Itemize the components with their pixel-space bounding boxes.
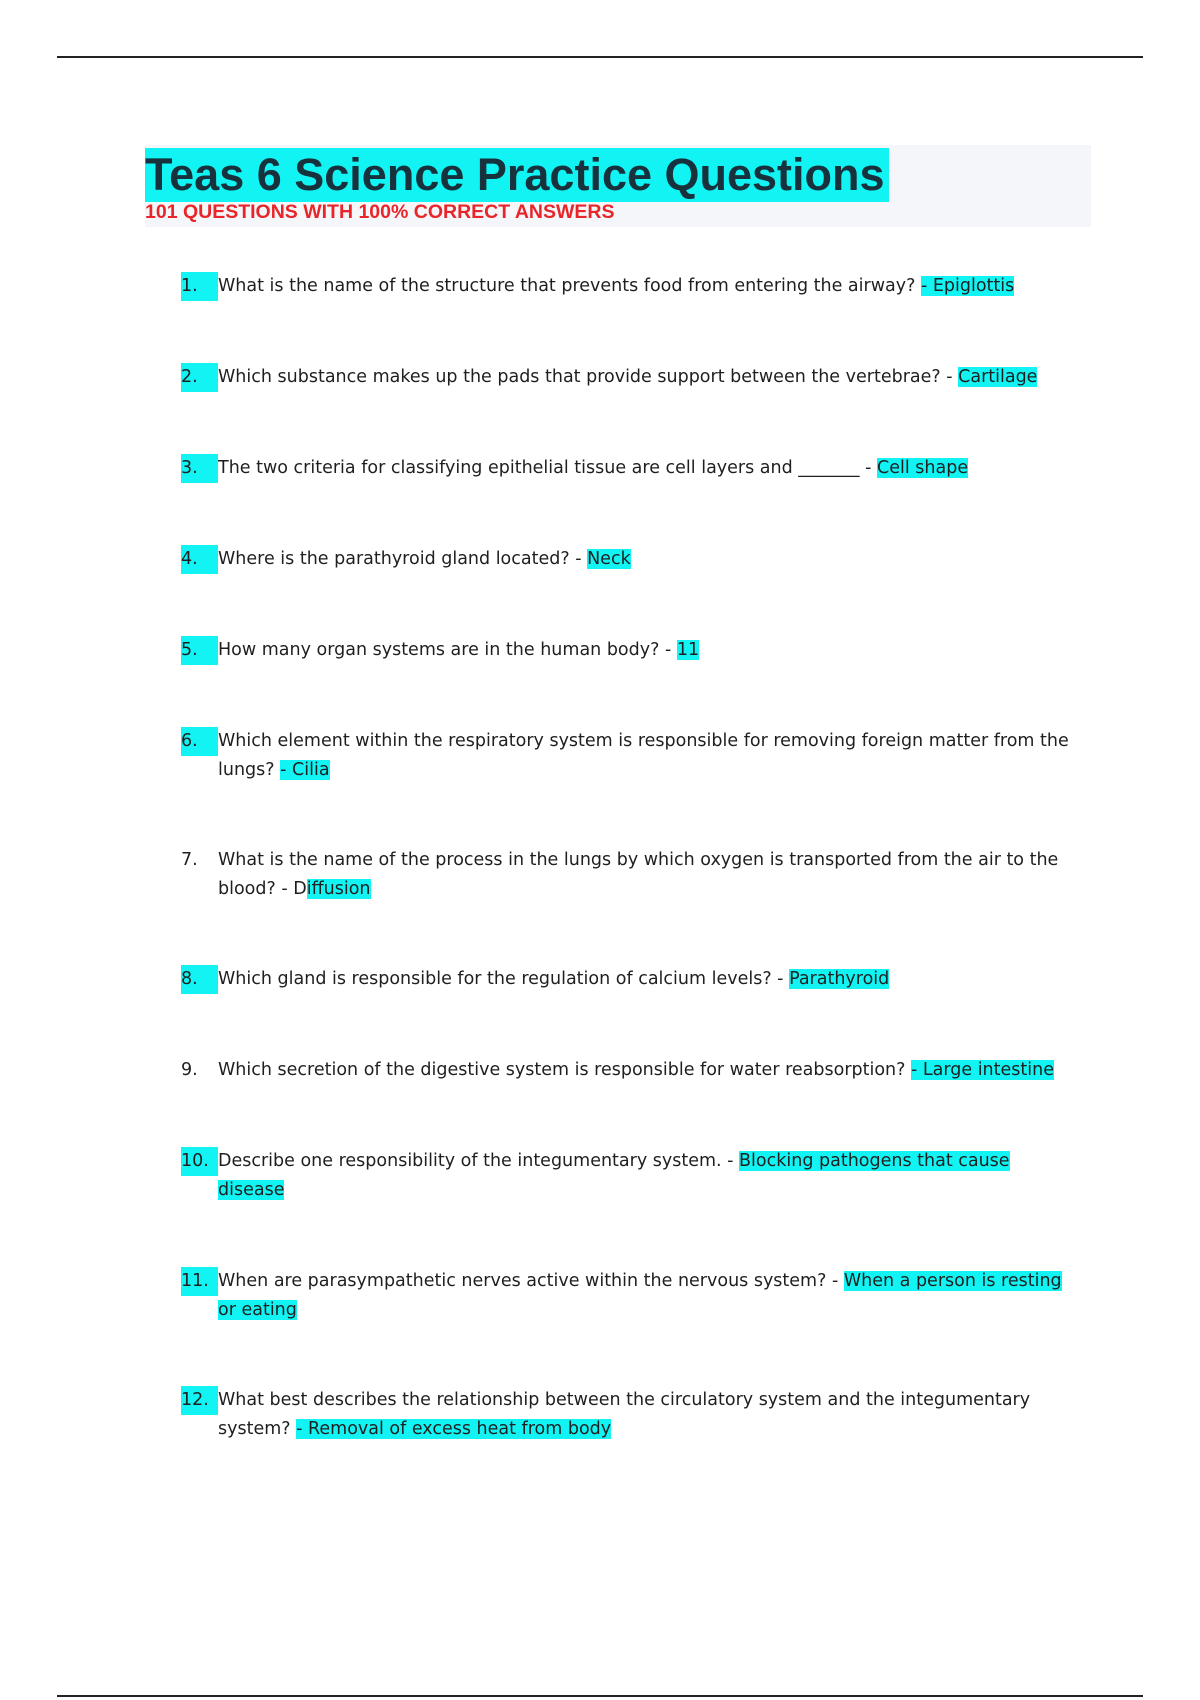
question-body (218, 1386, 1081, 1444)
question-number: 10. (181, 1147, 218, 1176)
question-item (181, 363, 1081, 392)
question-item (181, 1147, 1081, 1205)
answer-text: - Epiglottis (920, 276, 1015, 296)
question-item (181, 1267, 1081, 1325)
question-text: Which gland is responsible for the regulation of calcium levels? (218, 969, 772, 989)
answer-text: 11 (676, 640, 700, 660)
question-text: Describe one responsibility of the integumentary system. (218, 1151, 722, 1171)
answer-separator: - (859, 458, 877, 478)
answer-text: Blocking pathogens that cause disease (218, 1151, 1010, 1200)
answer-text: Neck (587, 549, 631, 569)
answer-text: Cell shape (877, 458, 969, 478)
question-number: 12. (181, 1386, 218, 1415)
question-text: How many organ systems are in the human body? (218, 640, 660, 660)
document-title: Teas 6 Science Practice Questions (145, 148, 889, 202)
question-text: When are parasympathetic nerves active within the nervous system? (218, 1271, 827, 1291)
question-number: 7. (181, 850, 198, 870)
answer-text: - Large intestine (911, 1060, 1054, 1080)
question-item (181, 272, 1081, 301)
question-text: Which substance makes up the pads that provide support between the vertebrae? (218, 367, 941, 387)
answer-separator: - (659, 640, 677, 660)
question-number: 8. (181, 965, 218, 994)
question-body (218, 454, 1081, 483)
question-text: Which element within the respiratory system is responsible for removing foreign matter from the lungs? (218, 731, 1069, 780)
answer-separator: - (721, 1151, 740, 1171)
question-number: 11. (181, 1267, 218, 1296)
question-number: 1. (181, 272, 218, 301)
question-item (181, 965, 1081, 994)
question-number: 3. (181, 454, 218, 483)
answer-separator: - (826, 1271, 844, 1291)
answer-separator: - (771, 969, 790, 989)
question-number: 6. (181, 727, 218, 756)
question-body (218, 965, 1081, 994)
question-item (181, 454, 1081, 483)
question-body (218, 636, 1081, 665)
question-body (218, 727, 1081, 785)
bottom-rule (57, 1695, 1143, 1697)
question-body (218, 1267, 1081, 1325)
question-text: What best describes the relationship between the circulatory system and the integumentary system? (218, 1390, 1031, 1439)
answer-text: - Removal of excess heat from body (296, 1419, 612, 1439)
question-body (218, 272, 1081, 301)
question-text: Which secretion of the digestive system is responsible for water reabsorption? (218, 1060, 906, 1080)
question-number: 4. (181, 545, 218, 574)
answer-text: Parathyroid (789, 969, 890, 989)
question-body (218, 846, 1081, 904)
question-body (218, 1147, 1081, 1205)
question-item (181, 1386, 1081, 1444)
answer-text: Cartilage (958, 367, 1038, 387)
question-body (218, 1056, 1081, 1085)
answer-separator: - (940, 367, 959, 387)
top-rule (57, 56, 1143, 58)
question-text: What is the name of the structure that prevents food from entering the airway? (218, 276, 916, 296)
answer-text: iffusion (306, 879, 371, 899)
question-number: 5. (181, 636, 218, 665)
document-subtitle: 101 QUESTIONS WITH 100% CORRECT ANSWERS (145, 201, 615, 223)
question-number: 2. (181, 363, 218, 392)
answer-text: - Cilia (280, 760, 330, 780)
question-item (181, 846, 1081, 904)
question-item (181, 545, 1081, 574)
question-body (218, 545, 1081, 574)
question-body (218, 363, 1081, 392)
question-item (181, 727, 1081, 785)
question-item (181, 636, 1081, 665)
question-number: 9. (181, 1060, 198, 1080)
answer-separator: - (569, 549, 588, 569)
question-text: Where is the parathyroid gland located? (218, 549, 570, 569)
question-text: The two criteria for classifying epithelial tissue are cell layers and _______ (218, 458, 860, 478)
question-text: What is the name of the process in the lungs by which oxygen is transported from the air to the blood? - D (218, 850, 1059, 899)
question-item (181, 1056, 1081, 1085)
answer-text: When a person is resting or eating (218, 1271, 1062, 1320)
